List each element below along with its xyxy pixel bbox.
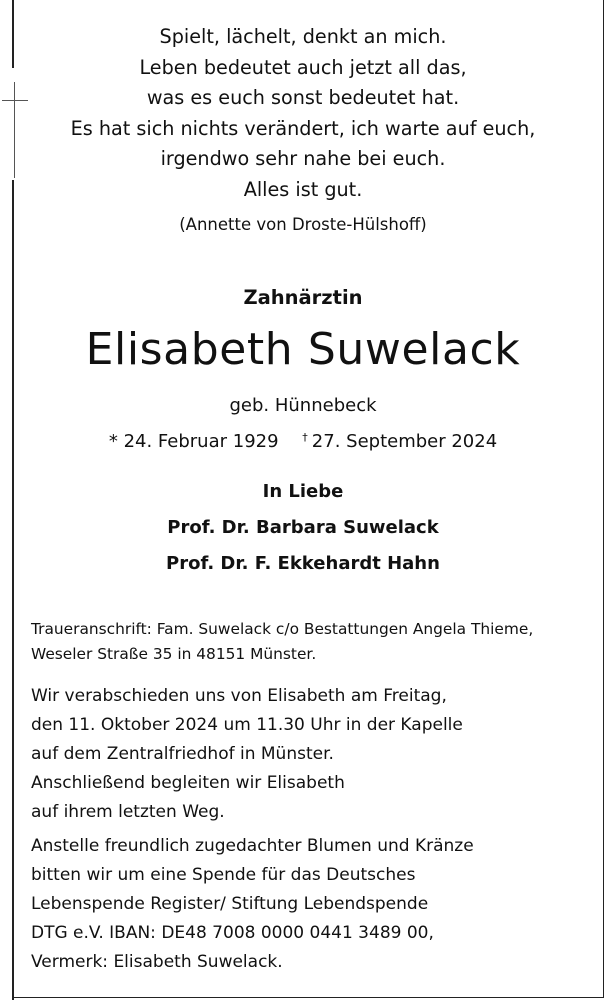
address-line: Weseler Straße 35 in 48151 Münster. bbox=[31, 644, 317, 663]
deceased-name: Elisabeth Suwelack bbox=[85, 324, 521, 375]
ceremony-line: Anschließend begleiten wir Elisabeth bbox=[31, 773, 345, 793]
life-dates bbox=[0, 425, 606, 455]
mourners bbox=[0, 474, 606, 582]
profession: Zahnärztin bbox=[243, 286, 363, 309]
mourning-address bbox=[31, 617, 591, 666]
poem-line: Es hat sich nichts verändert, ich warte auf euch, bbox=[70, 116, 536, 140]
ceremony-line: auf dem Zentralfriedhof in Münster. bbox=[31, 744, 334, 764]
poem-line: Spielt, lächelt, denkt an mich. bbox=[159, 25, 447, 48]
poem-line: was es euch sonst bedeutet hat. bbox=[146, 86, 460, 109]
donation-line: Lebenspende Register/ Stiftung Lebendspende bbox=[31, 894, 429, 914]
donation-line: bitten wir um eine Spende für das Deutsches bbox=[31, 865, 416, 885]
mourners-intro: In Liebe bbox=[262, 481, 344, 502]
ceremony-line: Wir verabschieden uns von Elisabeth am Freitag, bbox=[31, 686, 447, 706]
address-line: Traueranschrift: Fam. Suwelack c/o Bestattungen Angela Thieme, bbox=[31, 620, 534, 638]
ceremony-line: auf ihrem letzten Weg. bbox=[31, 802, 225, 822]
poem-author: (Annette von Droste-Hülshoff) bbox=[179, 215, 427, 234]
ceremony-line: den 11. Oktober 2024 um 11.30 Uhr in der Kapelle bbox=[31, 715, 463, 735]
poem-line: Leben bedeutet auch jetzt all das, bbox=[139, 55, 467, 79]
donation-line: Anstelle freundlich zugedachter Blumen und Kränze bbox=[31, 836, 474, 856]
birth-name: geb. Hünnebeck bbox=[229, 395, 377, 416]
death-symbol: † bbox=[302, 431, 308, 444]
mourner-name: Prof. Dr. Barbara Suwelack bbox=[167, 517, 439, 538]
donation-line: DTG e.V. IBAN: DE48 7008 0000 0441 3489 00, bbox=[31, 923, 434, 943]
ceremony-info bbox=[31, 682, 591, 827]
poem-line: Alles ist gut. bbox=[243, 177, 363, 201]
poem bbox=[0, 22, 606, 205]
donation-line: Vermerk: Elisabeth Suwelack. bbox=[31, 952, 283, 972]
mourner-name: Prof. Dr. F. Ekkehardt Hahn bbox=[166, 553, 440, 574]
poem-line: irgendwo sehr nahe bei euch. bbox=[160, 147, 446, 170]
birth-symbol: * bbox=[108, 431, 118, 452]
birth-date: 24. Februar 1929 bbox=[123, 431, 279, 452]
donation-info bbox=[31, 832, 591, 977]
death-date: 27. September 2024 bbox=[311, 431, 498, 452]
